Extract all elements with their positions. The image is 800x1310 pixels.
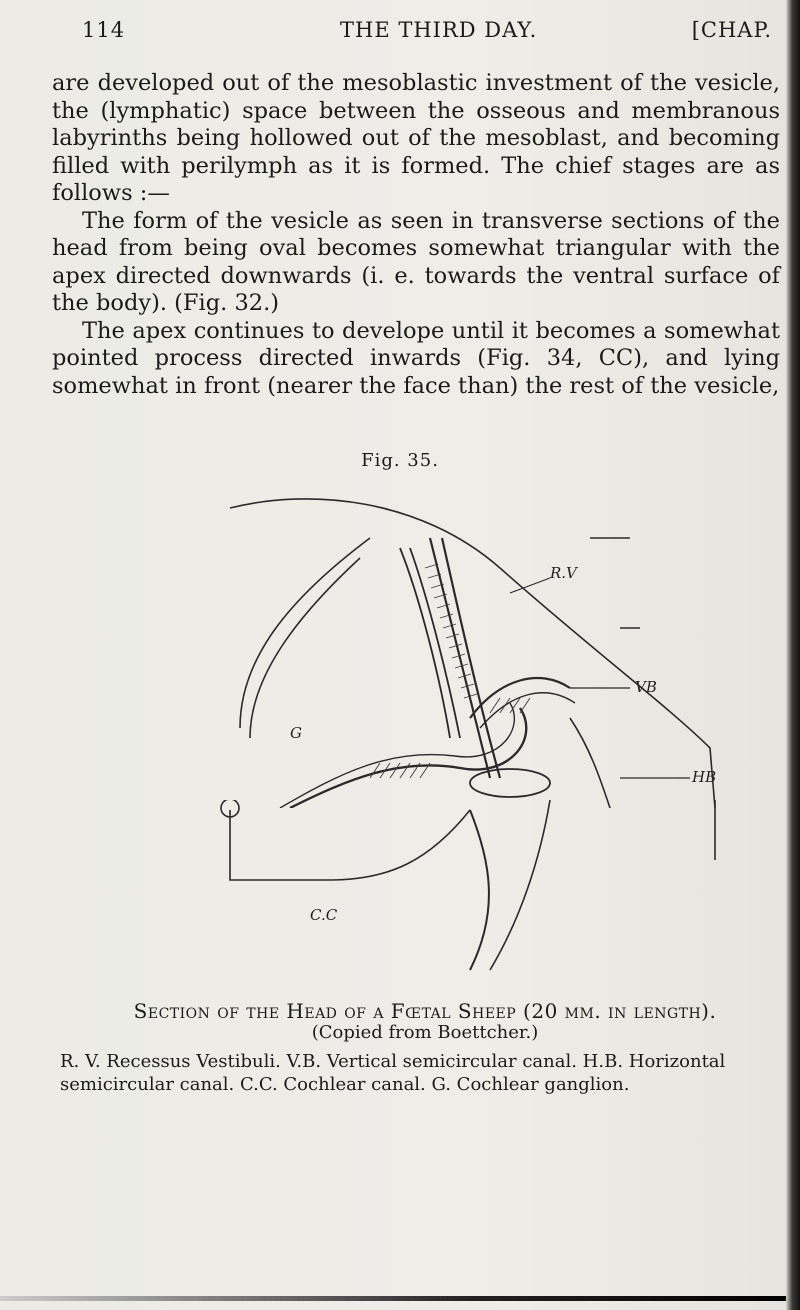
paragraph-1: are developed out of the mesoblastic investment of the vesicle, the (lymphatic) space between the osseous and membranous labyrinths being hollowed out of the mesoblast, and becoming filled with perilymph as it is formed. The chief stages are as follows :—: [52, 70, 780, 206]
page-edge: [786, 0, 800, 1310]
label-vb: VB: [635, 678, 657, 696]
paragraph-2: The form of the vesicle as seen in transverse sections of the head from being oval becomes somewhat triangular with the apex directed downwards (i. e. towards the ventral surface of the body). (Fig. 32.): [52, 207, 780, 316]
anatomical-drawing-lower: [170, 800, 750, 990]
body-text: [52, 70, 780, 400]
anatomical-drawing: [170, 478, 750, 808]
figure-illustration-lower: [170, 800, 750, 990]
label-g: G: [290, 724, 302, 742]
label-cc: C.C: [310, 906, 338, 924]
bottom-rule: [0, 1296, 786, 1301]
caption-source: (Copied from Boettcher.): [311, 1022, 539, 1043]
page-number: 114: [82, 18, 126, 42]
caption-legend: R. V. Recessus Vestibuli. V.B. Vertical semicircular canal. H.B. Horizontal semicircular canal. C.C. Cochlear canal. G. Cochlear ganglion.: [60, 1051, 726, 1095]
paragraph-3: The apex continues to develope until it becomes a somewhat pointed process directed inwards (Fig. 34, CC), and lying somewhat in front (nearer the face than) the rest of the vesicle,: [52, 317, 780, 399]
running-header: [82, 18, 782, 52]
label-hb: HB: [692, 768, 717, 786]
caption-title: Section of the Head of a Fœtal Sheep (20 mm. in length).: [133, 999, 717, 1023]
figure-label: Fig. 35.: [361, 450, 439, 471]
figure-illustration: [170, 478, 750, 808]
label-rv: R.V: [550, 564, 577, 582]
running-title: THE THIRD DAY.: [340, 18, 538, 42]
figure-caption: [60, 1000, 790, 1096]
chapter-label: [CHAP.: [691, 18, 772, 42]
